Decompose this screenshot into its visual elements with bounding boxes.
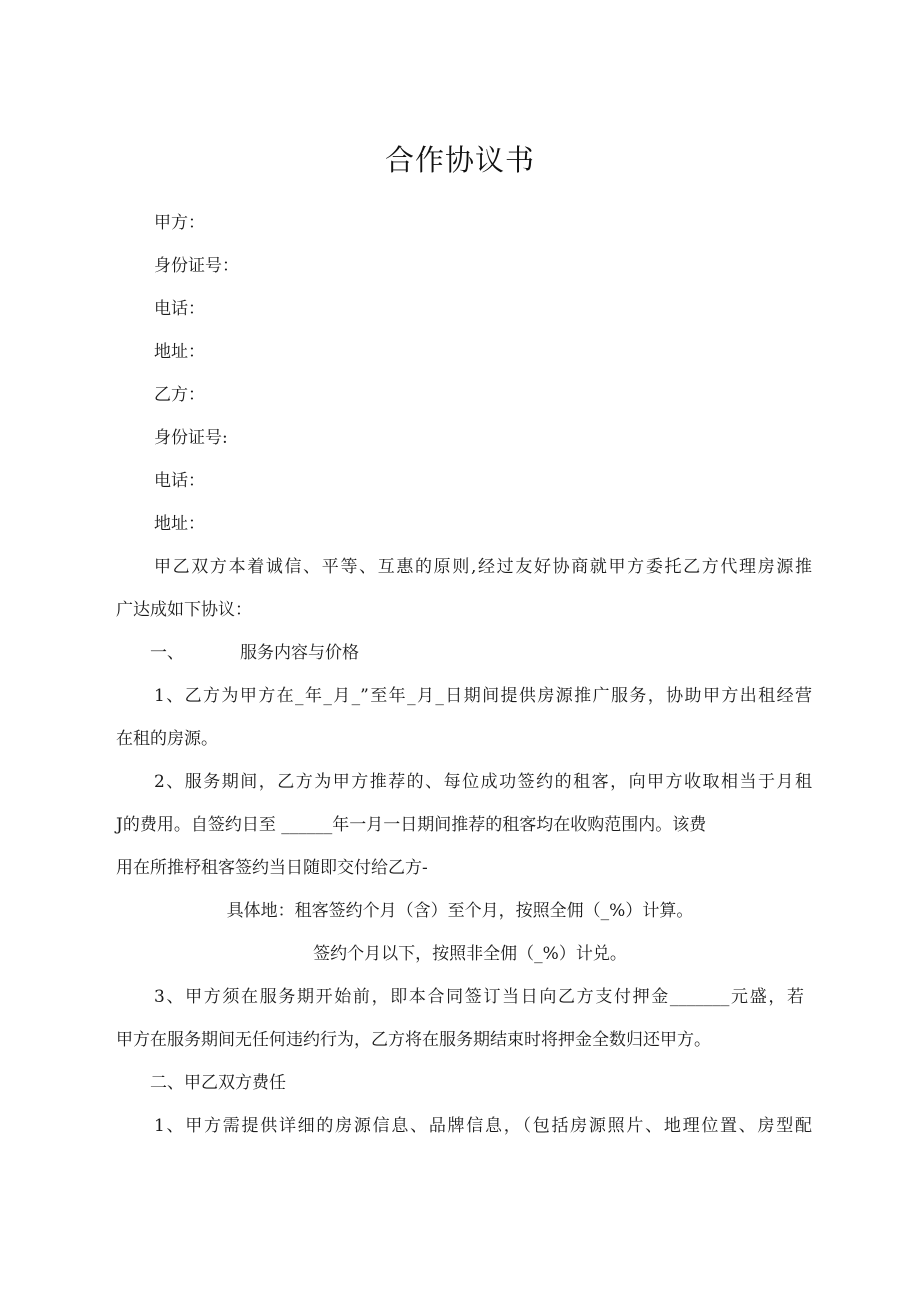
preamble-line-1: 甲乙双方本着诚信、平等、互惠的原则,经过友好协商就甲方委托乙方代理房源推 <box>154 557 812 577</box>
s1-item-2-detail-1: 具体地：租客签约个月（含）至个月，按照全佣（_%）计算。 <box>226 901 694 921</box>
preamble-line-2: 广达成如下协议： <box>116 600 252 620</box>
party-a-id-label: 身份证号： <box>154 256 239 276</box>
s1-item-2-line-1: 2、服务期间，乙方为甲方推荐的、每位成功签约的租客，向甲方收取相当于月租 <box>154 772 812 792</box>
section-1-title: 服务内容与价格 <box>240 643 359 663</box>
section-2-heading: 二、甲乙双方费任 <box>150 1073 286 1093</box>
party-b-label: 乙方： <box>154 385 205 405</box>
s1-item-2-line-2: J的费用。自签约日至 ______年一月一日期间推荐的租客均在收购范围内。该费 <box>116 815 707 835</box>
s2-item-1-line-1: 1、甲方需提供详细的房源信息、品牌信息，（包括房源照片、地理位置、房型配 <box>154 1116 812 1136</box>
s1-item-1-line-2: 在租的房源。 <box>116 729 218 749</box>
s1-item-3-line-2: 甲方在服务期间无任何违约行为，乙方将在服务期结束时将押金全数归还甲方。 <box>116 1030 711 1050</box>
party-a-phone-label: 电话： <box>154 299 205 319</box>
document-title: 合作协议书 <box>384 143 535 177</box>
party-a-label: 甲方： <box>154 213 205 233</box>
s1-item-2-line-3: 用在所推杼租客签约当日随即交付给乙方- <box>116 858 428 878</box>
s1-item-1-line-1: 1、乙方为甲方在_年_月_”至年_月_日期间提供房源推广服务，协助甲方出租经营 <box>154 686 812 706</box>
party-a-address-label: 地址： <box>154 342 205 362</box>
s1-item-3-line-1: 3、甲方须在服务期开始前，即本合同签订当日向乙方支付押金_______元盛，若 <box>154 987 804 1007</box>
party-b-id-label: 身份证号: <box>154 428 228 448</box>
section-1-heading <box>150 642 359 664</box>
section-1-number: 一、 <box>150 643 184 663</box>
party-b-phone-label: 电话： <box>154 471 205 491</box>
s1-item-2-detail-2: 签约个月以下，按照非全佣（_%）计兑。 <box>313 944 627 964</box>
party-b-address-label: 地址： <box>154 514 205 534</box>
